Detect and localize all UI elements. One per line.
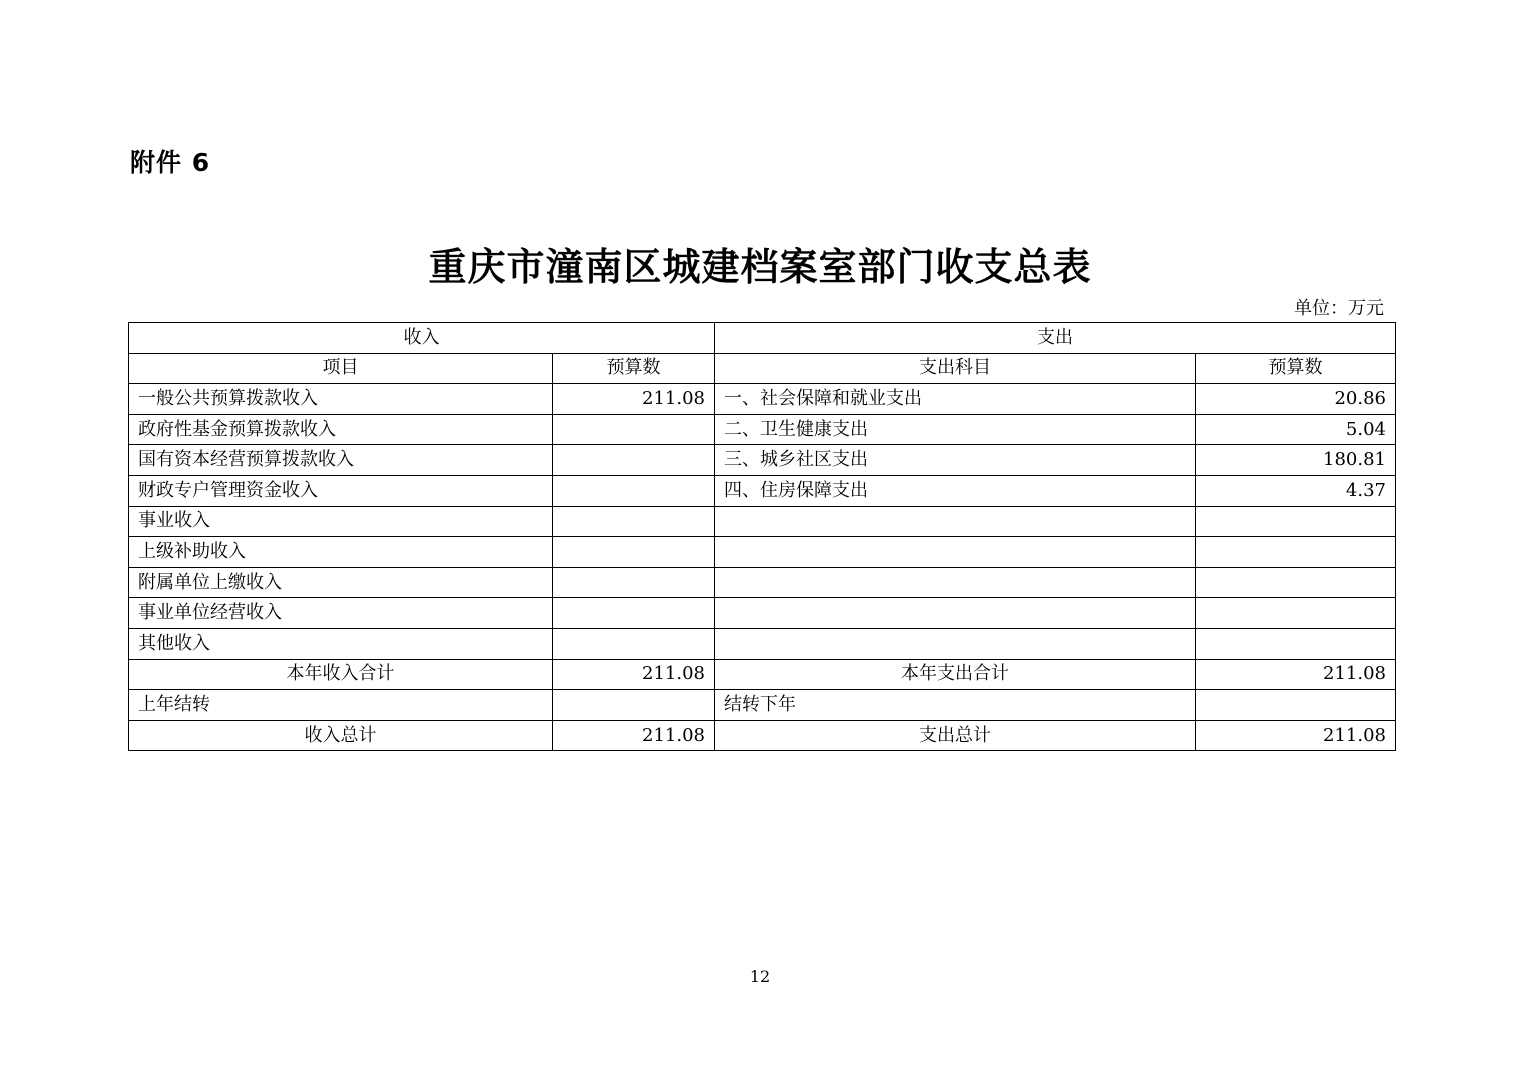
expense-value-cell: 180.81 (1196, 445, 1396, 476)
income-item-cell: 附属单位上缴收入 (129, 567, 553, 598)
expense-item-cell (715, 567, 1196, 598)
income-grand-total-label: 收入总计 (129, 720, 553, 751)
table-row (129, 506, 1396, 537)
section-header-row (129, 323, 1396, 354)
income-item-column-header: 项目 (129, 353, 553, 384)
expense-value-cell (1196, 567, 1396, 598)
page-number: 12 (749, 967, 771, 986)
attachment-label: 附件 6 (130, 148, 211, 177)
expense-item-column-header: 支出科目 (715, 353, 1196, 384)
expense-item-cell (715, 598, 1196, 629)
expense-value-cell (1196, 628, 1396, 659)
table-row (129, 598, 1396, 629)
column-header-row (129, 353, 1396, 384)
prior-year-carryover-value (553, 690, 715, 721)
income-value-cell (553, 475, 715, 506)
income-item-cell: 财政专户管理资金收入 (129, 475, 553, 506)
income-item-cell: 国有资本经营预算拨款收入 (129, 445, 553, 476)
expense-value-cell: 5.04 (1196, 414, 1396, 445)
income-section-header: 收入 (129, 323, 715, 354)
expense-grand-total-value: 211.08 (1196, 720, 1396, 751)
income-value-cell (553, 598, 715, 629)
grand-total-row (129, 720, 1396, 751)
unit-label: 单位：万元 (1294, 298, 1384, 319)
table-row (129, 567, 1396, 598)
budget-summary-table (128, 322, 1396, 751)
expense-item-cell (715, 628, 1196, 659)
expense-item-cell (715, 506, 1196, 537)
income-value-cell (553, 628, 715, 659)
carryover-row (129, 690, 1396, 721)
income-item-cell: 事业收入 (129, 506, 553, 537)
income-item-cell: 政府性基金预算拨款收入 (129, 414, 553, 445)
year-expense-total-value: 211.08 (1196, 659, 1396, 690)
next-year-carryover-label: 结转下年 (715, 690, 1196, 721)
expense-item-cell: 三、城乡社区支出 (715, 445, 1196, 476)
income-item-cell: 一般公共预算拨款收入 (129, 384, 553, 415)
income-item-cell: 事业单位经营收入 (129, 598, 553, 629)
expense-value-cell: 4.37 (1196, 475, 1396, 506)
income-value-cell (553, 506, 715, 537)
income-value-cell (553, 537, 715, 568)
next-year-carryover-value (1196, 690, 1396, 721)
year-income-total-label: 本年收入合计 (129, 659, 553, 690)
expense-value-cell (1196, 537, 1396, 568)
table-row (129, 384, 1396, 415)
expense-value-cell (1196, 598, 1396, 629)
income-budget-column-header: 预算数 (553, 353, 715, 384)
expense-item-cell: 一、社会保障和就业支出 (715, 384, 1196, 415)
page-title: 重庆市潼南区城建档案室部门收支总表 (428, 244, 1092, 289)
expense-item-cell (715, 537, 1196, 568)
year-expense-total-label: 本年支出合计 (715, 659, 1196, 690)
expense-item-cell: 四、住房保障支出 (715, 475, 1196, 506)
table-row (129, 537, 1396, 568)
income-item-cell: 上级补助收入 (129, 537, 553, 568)
expense-value-cell: 20.86 (1196, 384, 1396, 415)
expense-grand-total-label: 支出总计 (715, 720, 1196, 751)
income-value-cell: 211.08 (553, 384, 715, 415)
income-value-cell (553, 567, 715, 598)
income-item-cell: 其他收入 (129, 628, 553, 659)
income-value-cell (553, 414, 715, 445)
prior-year-carryover-label: 上年结转 (129, 690, 553, 721)
expense-section-header: 支出 (715, 323, 1396, 354)
table-row (129, 445, 1396, 476)
year-total-row (129, 659, 1396, 690)
expense-budget-column-header: 预算数 (1196, 353, 1396, 384)
expense-value-cell (1196, 506, 1396, 537)
expense-item-cell: 二、卫生健康支出 (715, 414, 1196, 445)
table-row (129, 475, 1396, 506)
income-value-cell (553, 445, 715, 476)
table-row (129, 628, 1396, 659)
year-income-total-value: 211.08 (553, 659, 715, 690)
table-row (129, 414, 1396, 445)
table-body (129, 323, 1396, 751)
income-grand-total-value: 211.08 (553, 720, 715, 751)
